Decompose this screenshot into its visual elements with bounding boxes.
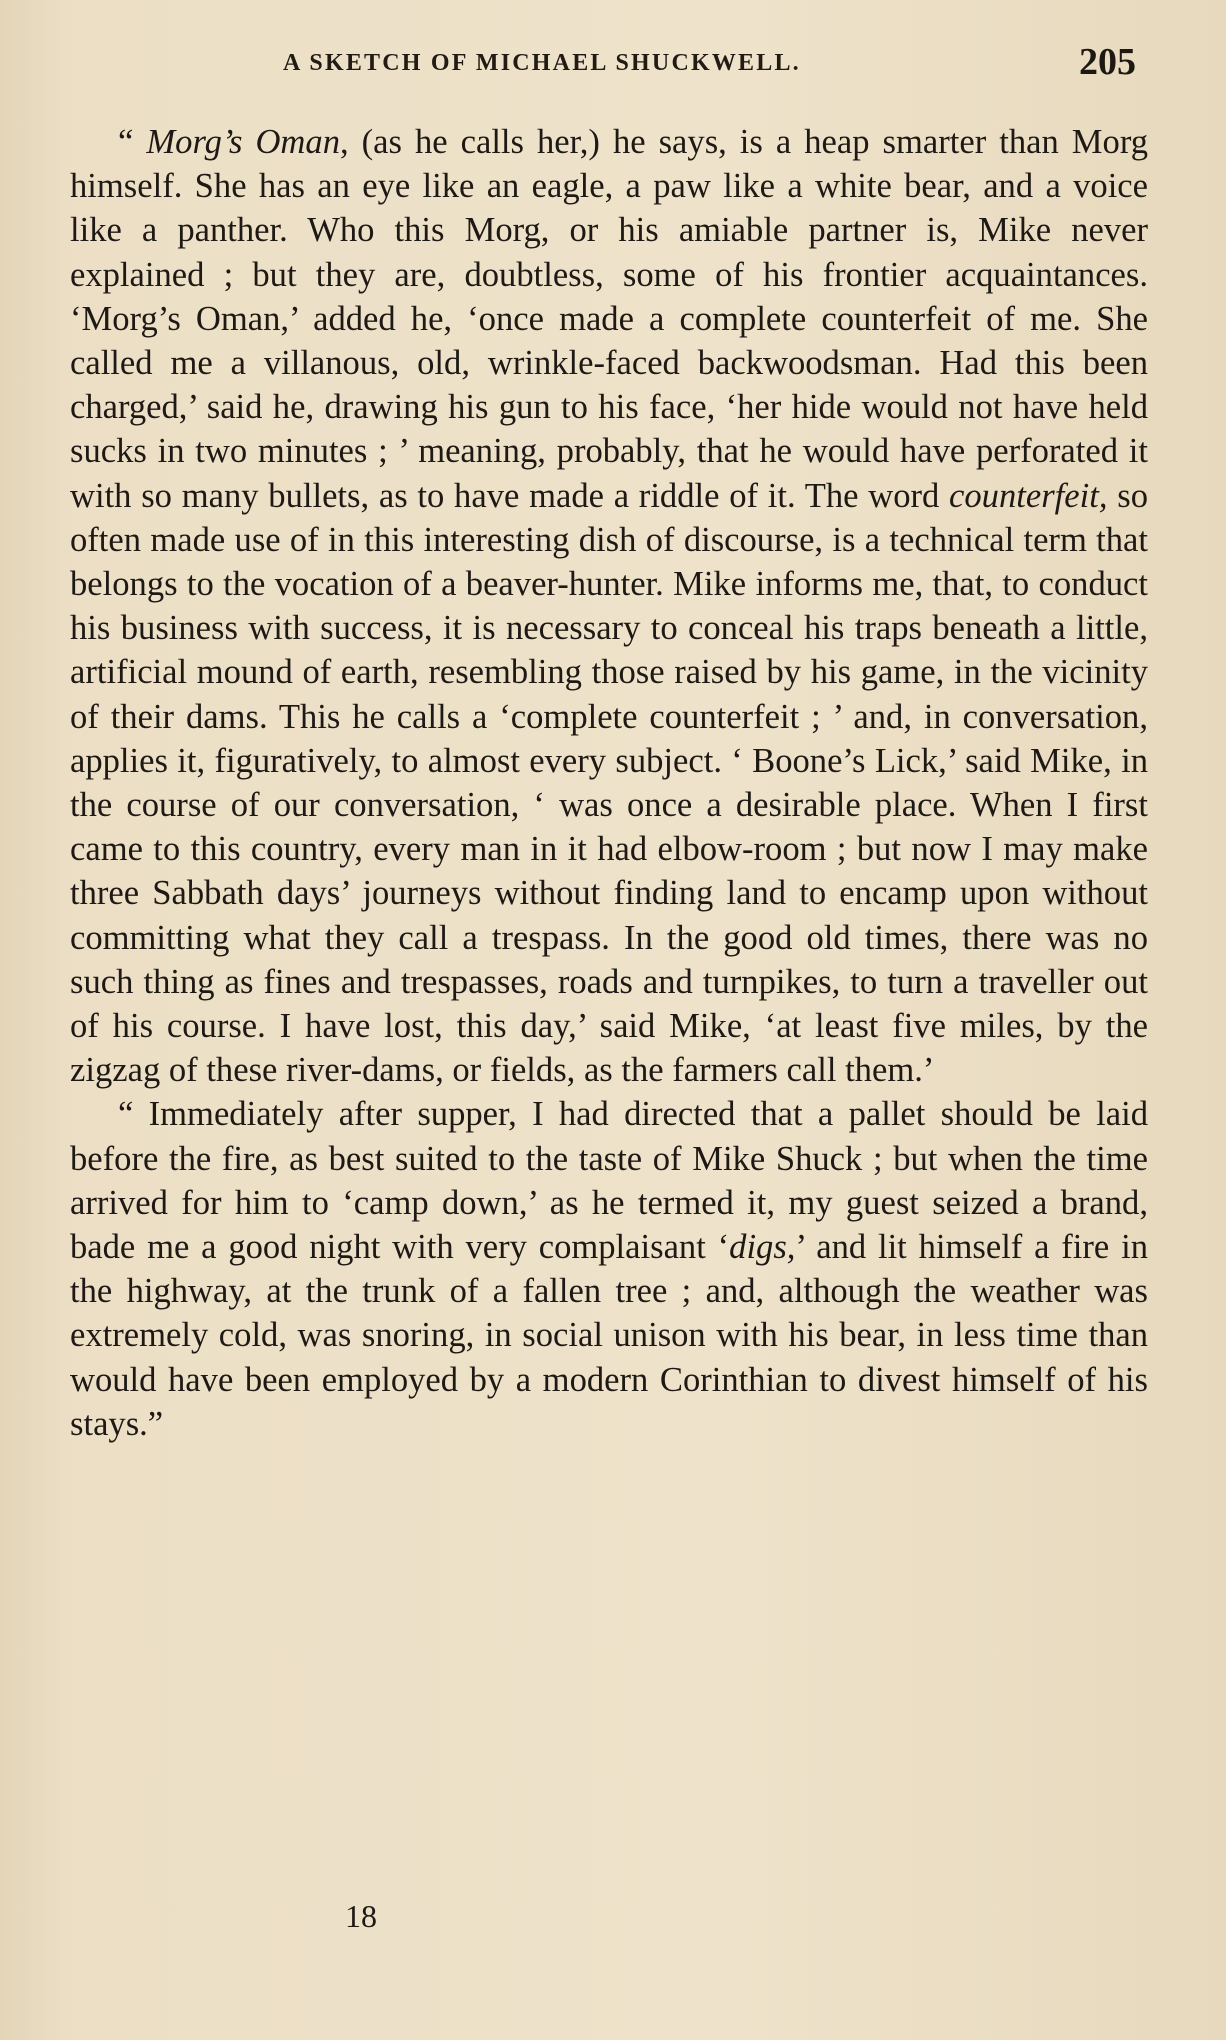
- page-header: [0, 40, 1226, 92]
- paragraph-1-text-b: so often made use of in this interesting dish of discourse, is a technical term that belongs to the vocation of a beaver-hunter. Mike informs me, that, to conduct his business with success, it is necessary to conceal his traps beneath a little, artificial mound of earth, resembling those raised by his game, in the vicinity of their dams. This he calls a ‘complete counterfeit ; ’ and, in conversation, applies it, figuratively, to almost every subject. ‘ Boone’s Lick,’ said Mike, in the course of our conversation, ‘ was once a desirable place. When I first came to this country, every man in it had elbow-room ; but now I may make three Sabbath days’ journeys without finding land to encamp upon without committing what they call a trespass. In the good old times, there was no such thing as fines and trespasses, roads and turnpikes, to turn a traveller out of his course. I have lost, this day,’ said Mike, ‘at least five miles, by the zigzag of these river-dams, or fields, as the farmers call them.’: [70, 476, 1148, 1090]
- italic-word-counterfeit: counterfeit,: [949, 476, 1108, 515]
- italic-name: Morg’s Oman: [146, 123, 340, 161]
- paragraph-2-text-b: ’ and lit himself a fire in the highway, at the trunk of a fallen tree ; and, although the weather was extremely cold, was snoring, in social unison with his bear, in less time than would have been employed by a modern Corinthian to divest himself of his stays.”: [70, 1228, 1148, 1443]
- signature-mark: 18: [345, 1898, 377, 1934]
- body-text: [70, 120, 1148, 1446]
- italic-word-digs: digs,: [729, 1228, 796, 1267]
- page-number: 205: [1079, 41, 1136, 83]
- paragraph-2: [70, 1092, 1148, 1446]
- running-title: A SKETCH OF MICHAEL SHUCKWELL.: [283, 50, 801, 76]
- paragraph-1: [70, 120, 1148, 1092]
- paragraph-1-text-a: , (as he calls her,) he says, is a heap smarter than Morg himself. She has an eye like an eagle, a paw like a white bear, and a voice like a panther. Who this Morg, or his amiable partner is, Mike never explained ; but they are, doubtless, some of his frontier acquaintances. ‘Morg’s Oman,’ added he, ‘once made a complete counterfeit of me. She called me a villanous, old, wrinkle-faced backwoodsman. Had this been charged,’ said he, drawing his gun to his face, ‘her hide would not have held sucks in two minutes ; ’ meaning, probably, that he would have perforated it with so many bullets, as to have made a riddle of it. The word: [70, 123, 1148, 515]
- paragraph-2-text-a: “ Immediately after supper, I had directed that a pallet should be laid before the fire, as best suited to the taste of Mike Shuck ; but when the time arrived for him to ‘camp down,’ as he termed it, my guest seized a brand, bade me a good night with very complaisant ‘: [70, 1095, 1148, 1267]
- open-quote: “: [118, 123, 147, 161]
